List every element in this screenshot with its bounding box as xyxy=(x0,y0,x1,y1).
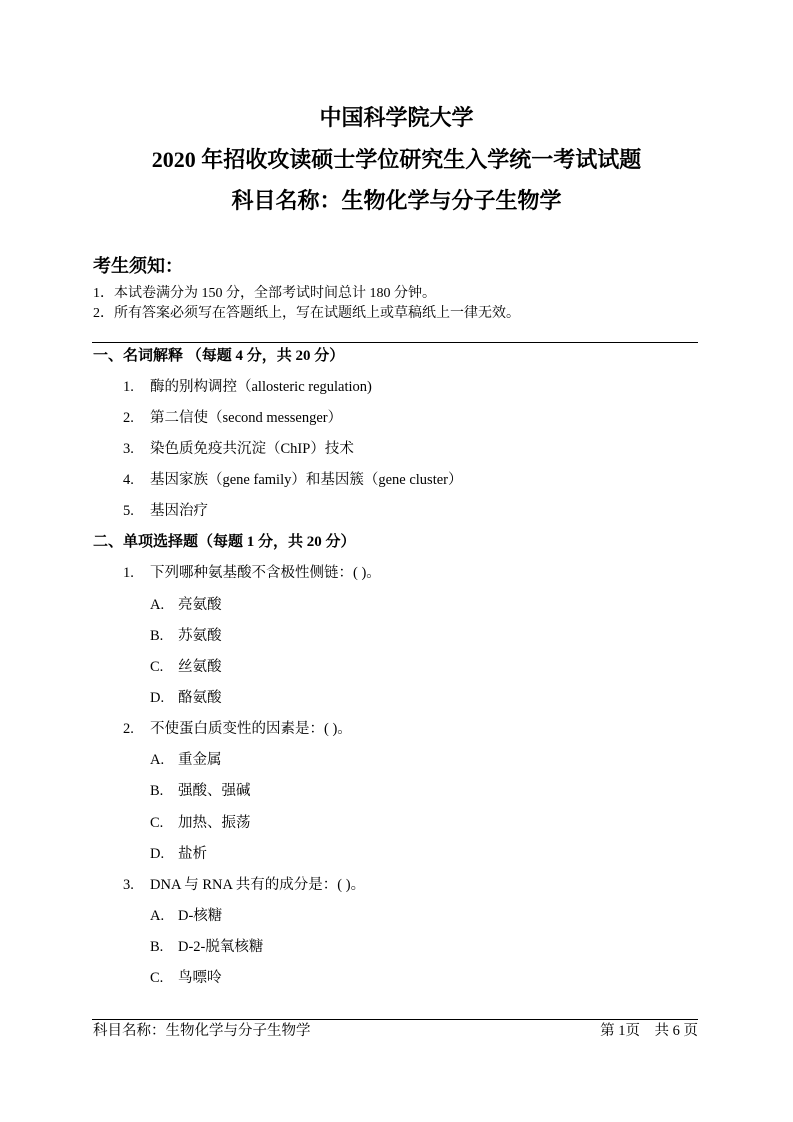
item-text: 酪氨酸 xyxy=(178,690,222,707)
item-text: 重金属 xyxy=(178,752,222,769)
item-number: D. xyxy=(150,845,165,862)
item-number: 3. xyxy=(123,876,134,893)
item-text: 基因治疗 xyxy=(150,503,208,520)
notice-heading: 考生须知： xyxy=(93,256,183,276)
item-number: 1. xyxy=(123,565,134,582)
footer-page-number: 第 1页 共 6 页 xyxy=(600,1023,698,1039)
answer-option xyxy=(0,932,793,963)
item-number: A. xyxy=(150,752,165,769)
item-number: B. xyxy=(150,783,164,800)
item-number: A. xyxy=(150,908,165,925)
item-text: 鸟嘌呤 xyxy=(178,970,222,987)
answer-option xyxy=(0,776,793,807)
item-text: 第二信使（second messenger） xyxy=(150,409,343,426)
answer-option xyxy=(0,621,793,652)
item-text: 染色质免疫共沉淀（ChIP）技术 xyxy=(150,440,354,457)
section-heading: 一、名词解释 （每题 4 分，共 20 分） xyxy=(93,347,345,364)
answer-option xyxy=(0,683,793,714)
item-text: 丝氨酸 xyxy=(178,658,222,675)
item-number: 4. xyxy=(123,472,134,489)
question-item xyxy=(0,403,793,434)
item-text: 强酸、强碱 xyxy=(178,783,251,800)
item-text: 亮氨酸 xyxy=(178,596,222,613)
subject-title: 科目名称：生物化学与分子生物学 xyxy=(231,188,562,213)
item-number: C. xyxy=(150,658,164,675)
item-number: 3. xyxy=(123,440,134,457)
notice-item: 2．所有答案必须写在答题纸上，写在试题纸上或草稿纸上一律无效。 xyxy=(93,306,520,321)
university-title: 中国科学院大学 xyxy=(319,105,474,130)
answer-option xyxy=(0,590,793,621)
item-text: DNA 与 RNA 共有的成分是：( )。 xyxy=(150,876,366,893)
answer-option xyxy=(0,652,793,683)
item-text: 下列哪种氨基酸不含极性侧链：( )。 xyxy=(150,565,381,582)
section-heading: 二、单项选择题（每题 1 分，共 20 分） xyxy=(93,534,356,551)
footer-subject: 科目名称：生物化学与分子生物学 xyxy=(93,1023,311,1039)
item-text: D-2-脱氧核糖 xyxy=(178,939,264,956)
item-text: 基因家族（gene family）和基因簇（gene cluster） xyxy=(150,472,463,489)
item-text: 不使蛋白质变性的因素是：( )。 xyxy=(150,721,352,738)
answer-option xyxy=(0,901,793,932)
item-number: C. xyxy=(150,970,164,987)
item-number: 1. xyxy=(123,378,134,395)
question-item xyxy=(0,372,793,403)
question-item xyxy=(0,434,793,465)
item-text: 酶的别构调控（allosteric regulation) xyxy=(150,378,372,395)
item-number: C. xyxy=(150,814,164,831)
item-text: 盐析 xyxy=(178,845,207,862)
question-item xyxy=(0,496,793,527)
item-text: 加热、振荡 xyxy=(178,814,251,831)
item-number: 2. xyxy=(123,721,134,738)
question-item xyxy=(0,714,793,745)
answer-option xyxy=(0,839,793,870)
item-number: 2. xyxy=(123,409,134,426)
question-item xyxy=(0,558,793,589)
item-number: B. xyxy=(150,627,164,644)
notice-item: 1．本试卷满分为 150 分，全部考试时间总计 180 分钟。 xyxy=(93,286,436,301)
exam-title: 2020 年招收攻读硕士学位研究生入学统一考试试题 xyxy=(151,147,642,172)
item-text: D-核糖 xyxy=(178,908,223,925)
item-number: A. xyxy=(150,596,165,613)
answer-option xyxy=(0,745,793,776)
answer-option xyxy=(0,963,793,994)
question-item xyxy=(0,870,793,901)
item-number: B. xyxy=(150,939,164,956)
item-number: 5. xyxy=(123,503,134,520)
footer-divider xyxy=(92,1019,698,1020)
question-item xyxy=(0,465,793,496)
item-number: D. xyxy=(150,690,165,707)
item-text: 苏氨酸 xyxy=(178,627,222,644)
question-list xyxy=(0,341,793,995)
answer-option xyxy=(0,808,793,839)
